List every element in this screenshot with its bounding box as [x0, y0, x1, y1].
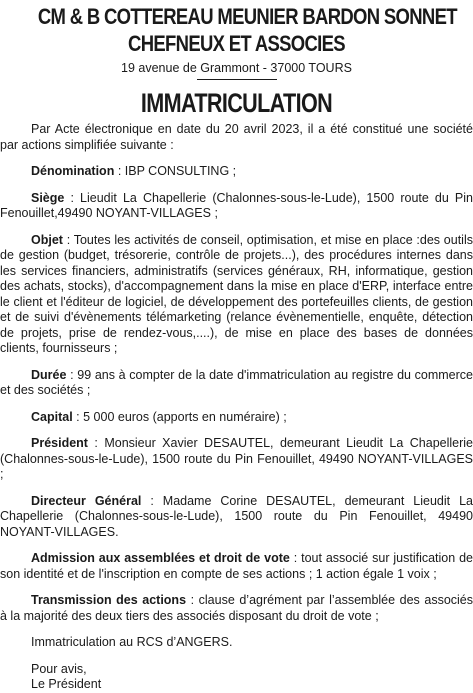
section-paragraph	[0, 436, 473, 483]
section-label: Dénomination	[31, 164, 115, 178]
section-paragraph	[0, 410, 473, 426]
section-separator: :	[87, 436, 105, 450]
closing-line-pour-avis: Pour avis,	[31, 661, 87, 676]
section-text: 99 ans à compter de la date d'immatriculation au registre du commerce et des sociétés ;	[0, 367, 473, 397]
section-text: Madame Corine DESAUTEL, demeurant Lieudit La Chapellerie (Chalonnes-sous-le-Lude), 1500 route du Pin Fenouillet, 49490 NOYANT-VILLAGES.	[0, 493, 473, 539]
section-text: tout associé sur justification de son identité et de l'inscription en compte de ses actions ; 1 action égale 1 voix ;	[0, 551, 473, 581]
section-paragraph	[0, 191, 473, 222]
section-label: Admission aux assemblées et droit de vote	[31, 551, 290, 565]
section-separator: :	[64, 190, 81, 205]
header-divider	[197, 79, 277, 80]
section-separator: :	[114, 164, 125, 178]
section-text: 5 000 euros (apports en numéraire) ;	[83, 409, 287, 424]
section-label: Président	[31, 436, 88, 450]
section-text: IBP CONSULTING ;	[124, 164, 237, 178]
section-paragraph	[0, 593, 473, 624]
registration-paragraph: Immatriculation au RCS d’ANGERS.	[31, 635, 233, 649]
section-text: Monsieur Xavier DESAUTEL, demeurant Lieudit La Chapellerie (Chalonnes-sous-le-Lude), 1500 route du Pin Fenouillet, 49490 NOYANT-VILLAGES ;	[0, 436, 473, 481]
firm-address: 19 avenue de Grammont - 37000 TOURS	[121, 61, 352, 75]
firm-name-line2: CHEFNEUX ET ASSOCIES	[128, 31, 345, 56]
section-text: Lieudit La Chapellerie (Chalonnes-sous-le-Lude), 1500 route du Pin Fenouillet,49490 NOYANT-VILLAGES ;	[0, 190, 473, 220]
firm-name-line1: CM & B COTTEREAU MEUNIER BARDON SONNET	[37, 4, 457, 29]
section-separator: :	[66, 367, 78, 382]
section-paragraph	[0, 494, 473, 541]
section-separator: :	[289, 551, 302, 565]
section-paragraph	[0, 368, 473, 399]
section-paragraph	[0, 551, 473, 582]
section-label: Transmission des actions	[31, 593, 187, 607]
section-paragraph	[0, 164, 473, 180]
intro-paragraph: Par Acte électronique en date du 20 avril 2023, il a été constitué une société par actions simplifiée suivante :	[0, 122, 473, 152]
closing-signature	[0, 662, 473, 693]
section-separator: :	[62, 232, 74, 247]
section-label: Directeur Général	[31, 493, 142, 508]
section-label: Capital	[31, 409, 73, 424]
section-separator: :	[186, 593, 199, 607]
section-paragraph	[0, 233, 473, 357]
notice-sections	[0, 164, 473, 624]
section-label: Durée	[31, 367, 67, 382]
section-separator: :	[72, 409, 84, 424]
section-text: clause d’agrément par l’assemblée des associés à la majorité des deux tiers des associés disposant du droit de vote ;	[0, 593, 473, 623]
section-label: Siège	[31, 190, 65, 205]
notice-body	[0, 122, 473, 693]
closing-line-president: Le Président	[31, 677, 102, 691]
section-separator: :	[141, 493, 163, 508]
notice-title: IMMATRICULATION	[140, 88, 333, 118]
section-text: Toutes les activités de conseil, optimisation, et mise en place :des outils de gestion (budget, trésorerie, contrôle de projets...), des procédures internes dans les services financiers, administratifs (services généraux, RH, informatique, gestion des achats, stocks), d'accompagnement dans la mise en place d'ERP, interface entre le client et l'éditeur de logiciel, de développement des portefeuilles clients, de gestion et de suivi d'évènements télémarketing (relance évènementielle, enquête, détection de projets, prise de rendez-vous,....), de mise en place des bases de données clients, fournisseurs ;	[0, 232, 473, 355]
section-label: Objet	[31, 232, 63, 247]
